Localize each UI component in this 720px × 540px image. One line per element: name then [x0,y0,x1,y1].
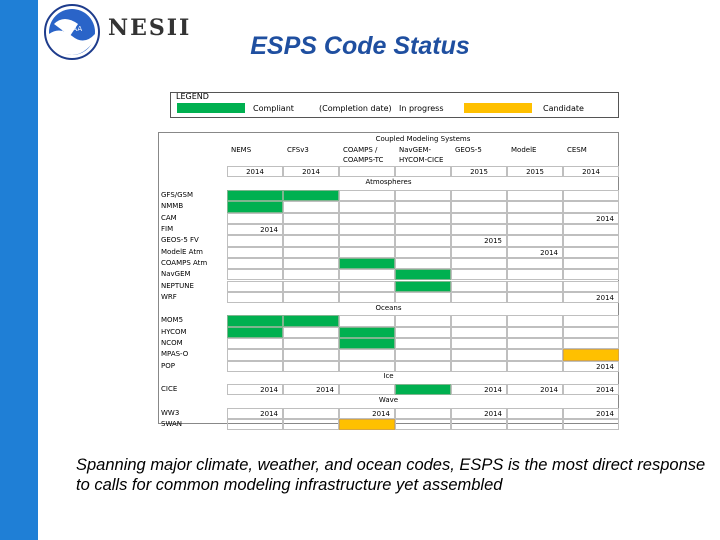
status-cell: 2014 [451,408,507,419]
status-cell [507,269,563,280]
status-cell [395,315,451,326]
nesii-logo-text: NESII [108,15,192,40]
status-cell [507,224,563,235]
status-cell [507,349,563,360]
status-cell: 2014 [563,292,619,303]
noaa-logo-text: NOAA [61,25,83,33]
status-cell [563,190,619,201]
status-cell [227,258,283,269]
status-cell [395,384,451,395]
status-cell [507,235,563,246]
column-header: CFSv3 [287,146,309,154]
section-header: Wave [378,396,399,404]
column-date: 2014 [283,166,339,177]
status-cell [283,190,339,201]
status-cell [507,258,563,269]
status-cell [339,247,395,258]
status-cell [507,361,563,372]
status-cell [507,190,563,201]
left-accent-bar [0,0,38,540]
column-header: CESM [567,146,587,154]
status-cell [395,247,451,258]
status-cell [227,361,283,372]
row-label: NEPTUNE [161,281,194,290]
row-label: WRF [161,292,177,301]
status-cell [395,235,451,246]
status-cell [339,281,395,292]
row-label: SWAN [161,420,183,429]
status-cell [339,190,395,201]
status-cell [507,419,563,430]
status-cell [339,338,395,349]
legend-box [170,92,619,118]
status-cell [507,213,563,224]
status-cell [451,281,507,292]
status-cell [507,281,563,292]
status-cell [339,269,395,280]
legend-swatch-candidate [464,103,532,113]
status-cell [339,292,395,303]
status-cell: 2014 [227,384,283,395]
status-cell [339,258,395,269]
status-cell [339,315,395,326]
status-cell [227,281,283,292]
row-label: MOM5 [161,316,184,325]
status-cell [227,190,283,201]
legend-title: LEGEND [176,92,209,101]
status-cell [395,338,451,349]
row-label: COAMPS Atm [161,258,208,267]
status-cell [339,349,395,360]
status-cell [563,224,619,235]
row-label: HYCOM [161,327,187,336]
row-label: NCOM [161,339,183,347]
status-cell [507,408,563,419]
section-header: Oceans [375,303,402,312]
status-cell [395,361,451,372]
status-cell [451,247,507,258]
row-label: POP [161,361,175,370]
status-cell [227,213,283,224]
status-cell [563,315,619,326]
status-cell [395,419,451,430]
status-cell [451,419,507,430]
caption-text: Spanning major climate, weather, and ocean codes, ESPS is the most direct response to calls for common modeling infrastructure yet assembled [76,456,706,494]
status-cell [563,247,619,258]
status-cell: 2014 [227,408,283,419]
status-cell: 2014 [283,384,339,395]
status-cell [451,361,507,372]
status-cell [339,327,395,338]
status-cell [283,419,339,430]
status-cell [339,213,395,224]
page-title: ESPS Code Status [250,32,470,60]
status-cell [451,315,507,326]
status-cell [451,190,507,201]
status-cell [283,224,339,235]
status-cell [451,327,507,338]
status-cell [395,258,451,269]
status-cell [563,258,619,269]
status-cell [563,419,619,430]
row-label: NavGEM [161,270,191,279]
column-date: 2014 [563,166,619,177]
status-cell [563,235,619,246]
status-cell [227,315,283,326]
status-cell: 2015 [451,235,507,246]
row-label: CICE [161,385,178,394]
row-label: WW3 [161,408,180,417]
status-cell [283,201,339,212]
status-cell: 2014 [563,384,619,395]
status-cell [563,338,619,349]
status-cell [283,349,339,360]
status-cell [507,315,563,326]
status-cell: 2014 [507,247,563,258]
legend-compliant-label: Compliant [253,104,294,113]
group-header: Coupled Modeling Systems [375,135,471,143]
status-cell [395,408,451,419]
column-header: NEMS [231,146,252,154]
status-cell [227,292,283,303]
status-cell [395,281,451,292]
row-label: MPAS-O [161,350,189,359]
status-cell: 2014 [339,408,395,419]
status-cell [451,269,507,280]
status-cell [451,224,507,235]
status-cell [563,327,619,338]
status-cell [339,361,395,372]
status-cell: 2014 [563,213,619,224]
column-date: 2014 [227,166,283,177]
status-cell [283,213,339,224]
status-cell: 2014 [563,361,619,372]
status-cell [227,338,283,349]
status-cell [395,213,451,224]
status-cell [227,269,283,280]
status-cell [283,292,339,303]
column-header: GEOS-5 [455,146,482,154]
column-date [339,166,395,177]
status-cell [563,201,619,212]
status-cell [451,213,507,224]
status-cell [451,258,507,269]
status-cell [395,224,451,235]
status-cell [283,361,339,372]
status-cell: 2014 [507,384,563,395]
status-cell [395,190,451,201]
section-header: Ice [383,372,394,381]
legend-candidate-label: Candidate [543,104,584,113]
status-cell [507,338,563,349]
status-cell [283,258,339,269]
row-label: FIM [161,225,174,233]
status-cell [283,235,339,246]
status-cell [395,269,451,280]
status-cell: 2014 [227,224,283,235]
status-cell [283,408,339,419]
status-cell [339,419,395,430]
status-cell [507,292,563,303]
row-label: GEOS-5 FV [161,236,199,245]
column-date: 2015 [451,166,507,177]
legend-swatch-compliant [177,103,245,113]
column-header: NavGEM-HYCOM-CICE [399,146,444,164]
status-cell [227,247,283,258]
status-cell [395,327,451,338]
status-cell [563,349,619,360]
column-date [395,166,451,177]
section-header: Atmospheres [365,178,412,187]
status-cell [227,327,283,338]
row-label: ModelE Atm [161,247,203,256]
status-cell [395,349,451,360]
status-cell [283,315,339,326]
status-cell [395,292,451,303]
status-cell [451,201,507,212]
status-cell [563,281,619,292]
status-cell [227,349,283,360]
status-cell [451,349,507,360]
status-cell [339,235,395,246]
status-cell [283,327,339,338]
status-cell [283,338,339,349]
status-cell [451,292,507,303]
status-grid [158,132,619,429]
status-cell [339,384,395,395]
column-date: 2015 [507,166,563,177]
status-cell [395,201,451,212]
status-cell [227,201,283,212]
status-cell [507,201,563,212]
status-cell [283,269,339,280]
row-label: CAM [161,213,177,222]
status-cell [507,327,563,338]
status-cell [227,235,283,246]
status-cell: 2014 [563,408,619,419]
row-label: NMMB [161,202,184,211]
column-header: COAMPS / COAMPS-TC [343,146,384,164]
status-cell: 2014 [451,384,507,395]
column-header: ModelE [511,146,537,154]
row-label: GFS/GSM [161,191,194,200]
legend-in-progress-label: In progress [399,104,444,113]
legend-completion-label: (Completion date) [319,104,392,113]
status-cell [339,224,395,235]
status-cell [339,201,395,212]
status-cell [283,281,339,292]
status-cell [227,419,283,430]
status-cell [563,269,619,280]
status-cell [283,247,339,258]
status-cell [451,338,507,349]
